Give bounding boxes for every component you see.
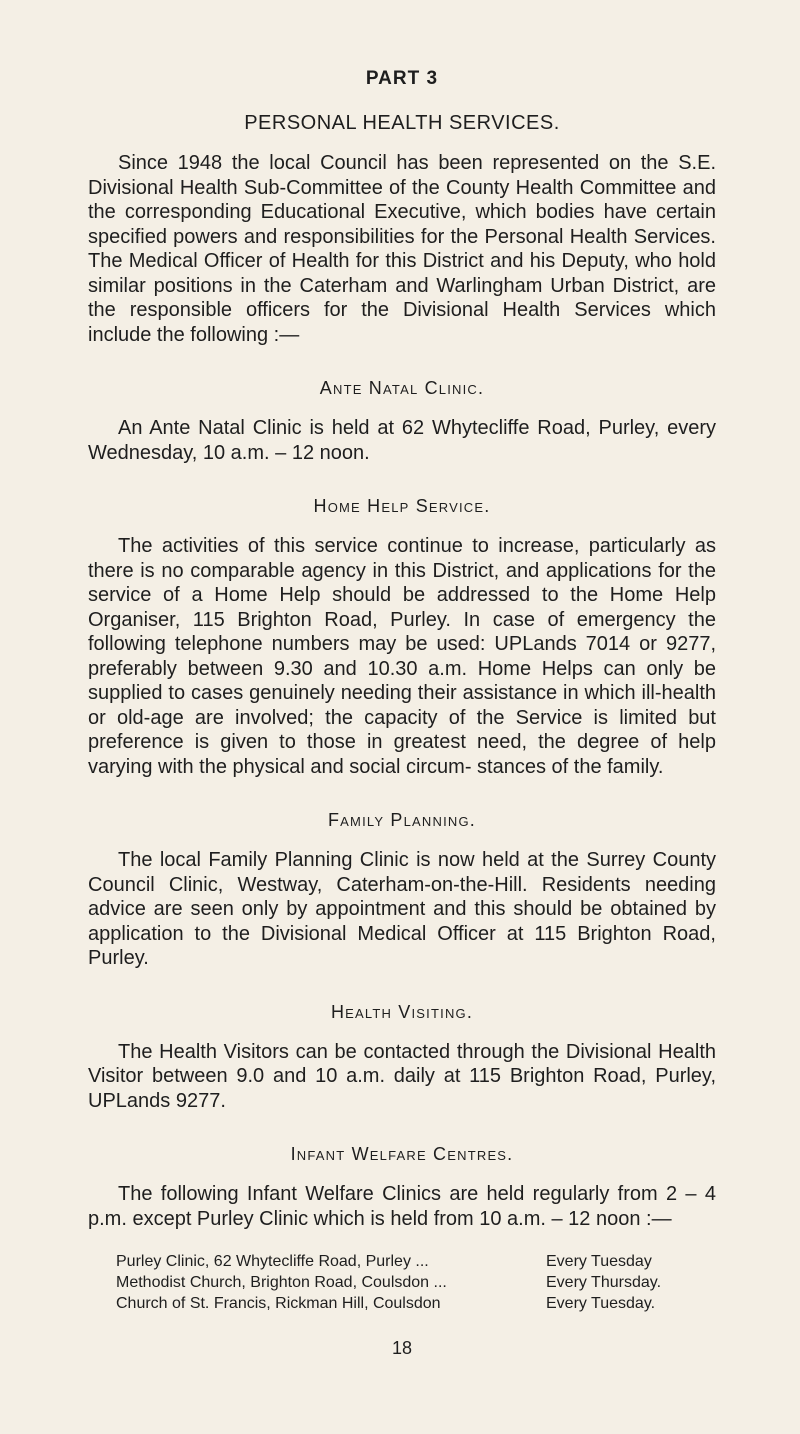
- section-heading: Ante Natal Clinic.: [319, 378, 485, 398]
- section-heading: Health Visiting.: [330, 1001, 474, 1022]
- section-paragraph: The Health Visitors can be contacted through the Divisional Health Visitor between 9.0 and 10 a.m. daily at 115 Brighton Road, Purley, UPLands 9277.: [88, 1040, 716, 1112]
- intro-paragraph: Since 1948 the local Council has been represented on the S.E. Divisional Health Sub-Committee of the County Health Committee and the corresponding Educational Executive, which bodies have certain specified powers and responsibilities for the Personal Health Services. The Medical Officer of Health for this District and his Deputy, who hold similar positions in the Caterham and Warlingham Urban District, are the responsible officers for the Divisional Health Services which include the following :—: [88, 152, 716, 346]
- clinic-day: Every Tuesday: [546, 1253, 652, 1270]
- section-ante-natal-clinic: [88, 378, 716, 465]
- section-paragraph: The local Family Planning Clinic is now held at the Surrey County Council Clinic, Westway, Caterham-on-the-Hill. Residents needing advice are seen only by appointment and this should be obtained by application to the Divisional Medical Officer at 115 Brighton Road, Purley.: [88, 849, 716, 969]
- section-paragraph: The following Infant Welfare Clinics are held regularly from 2 – 4 p.m. except Purley Clinic which is held from 10 a.m. – 12 noon :—: [88, 1183, 716, 1230]
- page-title: PERSONAL HEALTH SERVICES.: [244, 112, 560, 134]
- clinic-day: Every Tuesday.: [546, 1295, 656, 1312]
- section-home-help-service: [88, 496, 716, 779]
- clinic-day: Every Thursday.: [546, 1274, 662, 1291]
- list-item: [116, 1251, 716, 1272]
- section-heading: Family Planning.: [327, 810, 477, 830]
- list-item: [116, 1272, 716, 1293]
- section-infant-welfare-centres: [88, 1144, 716, 1231]
- part-title: PART 3: [365, 68, 439, 89]
- clinic-list: [88, 1251, 716, 1314]
- section-family-planning: [88, 810, 716, 971]
- clinic-place: Methodist Church, Brighton Road, Coulsdon ...: [116, 1274, 447, 1291]
- clinic-place: Church of St. Francis, Rickman Hill, Coulsdon: [116, 1295, 441, 1312]
- section-heading: Home Help Service.: [313, 496, 491, 516]
- section-heading: Infant Welfare Centres.: [290, 1144, 514, 1164]
- section-paragraph: The activities of this service continue to increase, particularly as there is no comparable agency in this District, and applications for the service of a Home Help should be addressed to the Home Help Organiser, 115 Brighton Road, Purley. In case of emergency the following telephone numbers may be used: UPLands 7014 or 9277, preferably between 9.30 and 10.30 a.m. Home Helps can only be supplied to cases genuinely needing their assistance in which ill-health or old-age are involved; the capacity of the Service is limited but preference is given to those in greatest need, the degree of help varying with the physical and social circum- stances of the family.: [88, 535, 716, 778]
- section-health-visiting: [88, 1002, 716, 1114]
- page-number: 18: [391, 1338, 413, 1358]
- clinic-place: Purley Clinic, 62 Whytecliffe Road, Purley ...: [116, 1253, 429, 1270]
- list-item: [116, 1293, 716, 1314]
- section-paragraph: An Ante Natal Clinic is held at 62 Whytecliffe Road, Purley, every Wednesday, 10 a.m. – 12 noon.: [88, 417, 716, 464]
